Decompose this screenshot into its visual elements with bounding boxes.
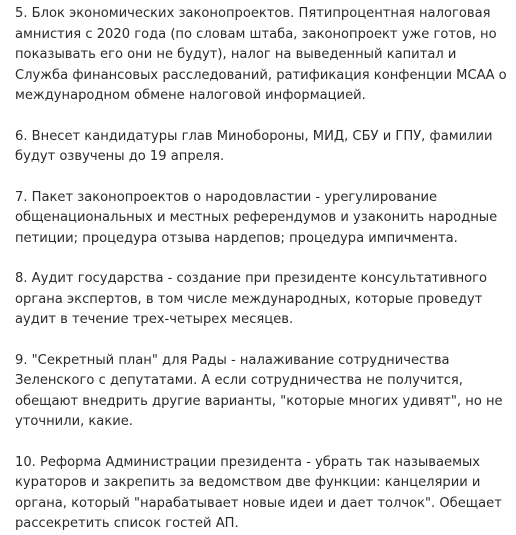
- paragraph-item-7: 7. Пакет законопроектов о народовластии - урегулирование общенациональных и местных референдумов и узаконить народные петиции; процедура отзыва нардепов; процедура импичмента.: [15, 189, 498, 246]
- paragraph-item-8: 8. Аудит государства - создание при президенте консультативного органа экспертов, в том числе международных, которые проведут аудит в течение трех-четырех месяцев.: [15, 271, 488, 327]
- paragraph-item-9: 9. "Секретный план" для Рады - налаживание сотрудничества Зеленского с депутатами. А если сотрудничества не получится, обещают внедрить другие варианты, "которые многих удивят", но не уточнили, какие.: [15, 352, 503, 429]
- article-body: [15, 4, 511, 535]
- paragraph-item-5: 5. Блок экономических законопроектов. Пятипроцентная налоговая амнистия с 2020 года (по словам штаба, законопроект уже готов, но показывать его они не будут), налог на выведенный капитал и Служба финансовых расследований, ратификация конфенции МСАА о международном обмене налоговой информацией.: [15, 6, 507, 103]
- paragraph-item-10: 10. Реформа Администрации президента - убрать так называемых кураторов и закрепить за ведомством две функции: канцелярии и органа, который "нарабатывает новые идеи и дает толчок". Обещает рассекретить список гостей АП.: [15, 454, 502, 531]
- paragraph-item-6: 6. Внесет кандидатуры глав Минобороны, МИД, СБУ и ГПУ, фамилии будут озвучены до 19 апреля.: [15, 128, 493, 164]
